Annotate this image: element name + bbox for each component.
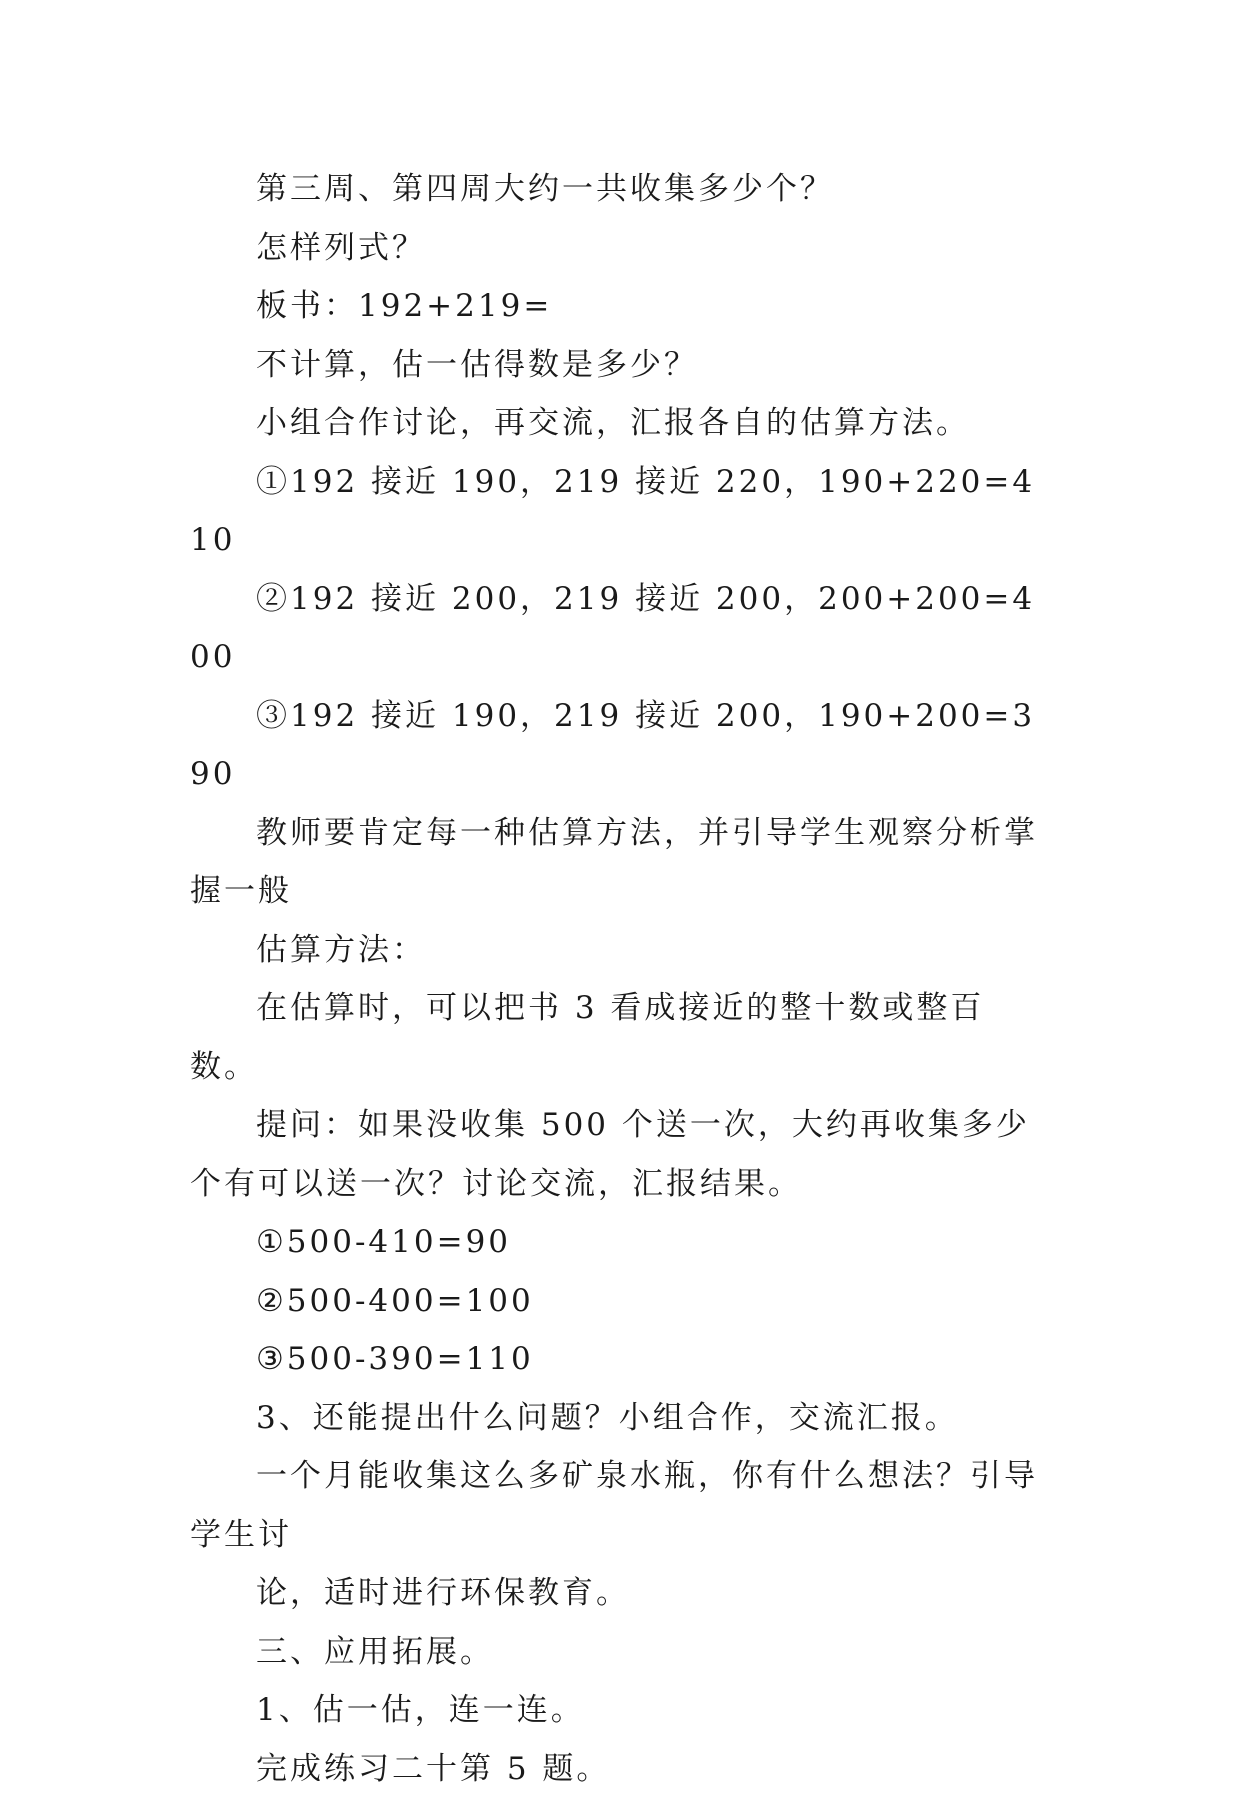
paragraph: 板书：192+219= xyxy=(190,277,1050,336)
paragraph: ③192 接近 190，219 接近 200，190+200=390 xyxy=(190,687,1050,804)
paragraph: 提问：如果没收集 500 个送一次，大约再收集多少个有可以送一次？讨论交流，汇报结果。 xyxy=(190,1096,1050,1213)
paragraph: 不计算，估一估得数是多少？ xyxy=(190,336,1050,395)
paragraph: ①500-410=90 xyxy=(190,1213,1050,1272)
paragraph: 估算方法： xyxy=(190,921,1050,980)
paragraph: 小组合作讨论，再交流，汇报各自的估算方法。 xyxy=(190,394,1050,453)
paragraph: 在估算时，可以把书 3 看成接近的整十数或整百数。 xyxy=(190,979,1050,1096)
paragraph: ①192 接近 190，219 接近 220，190+220=410 xyxy=(190,453,1050,570)
paragraph: ②500-400=100 xyxy=(190,1272,1050,1331)
paragraph: 1、估一估，连一连。 xyxy=(190,1681,1050,1740)
paragraph: ③500-390=110 xyxy=(190,1330,1050,1389)
paragraph: 第三周、第四周大约一共收集多少个？ xyxy=(190,160,1050,219)
paragraph: 教师要肯定每一种估算方法，并引导学生观察分析掌握一般 xyxy=(190,804,1050,921)
paragraph: 三、应用拓展。 xyxy=(190,1623,1050,1682)
document-body xyxy=(190,160,1050,1798)
paragraph: 怎样列式？ xyxy=(190,219,1050,278)
paragraph: ②192 接近 200，219 接近 200，200+200=400 xyxy=(190,570,1050,687)
paragraph: 一个月能收集这么多矿泉水瓶，你有什么想法？引导学生讨 xyxy=(190,1447,1050,1564)
paragraph: 完成练习二十第 5 题。 xyxy=(190,1740,1050,1798)
paragraph: 论，适时进行环保教育。 xyxy=(190,1564,1050,1623)
paragraph: 3、还能提出什么问题？小组合作，交流汇报。 xyxy=(190,1389,1050,1448)
